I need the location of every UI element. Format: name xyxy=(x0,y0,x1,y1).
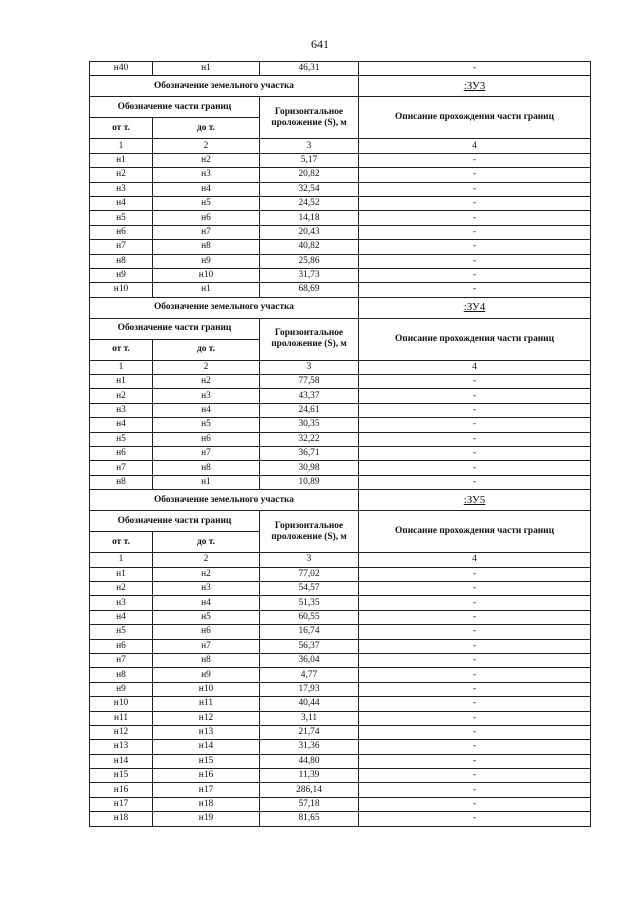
to-point-cell: н9 xyxy=(153,254,260,268)
to-point-cell: н18 xyxy=(153,797,260,811)
from-point-cell: н6 xyxy=(90,447,153,461)
to-point-cell: н2 xyxy=(153,375,260,389)
column-number-cell: 1 xyxy=(90,139,153,153)
length-cell: 40,82 xyxy=(260,240,359,254)
length-cell: 24,61 xyxy=(260,403,359,417)
from-point-cell: н5 xyxy=(90,432,153,446)
to-point-cell: н14 xyxy=(153,740,260,754)
description-cell: - xyxy=(359,754,591,768)
to-header: до т. xyxy=(153,118,260,139)
section-title-label: Обозначение земельного участка xyxy=(90,490,359,511)
from-point-cell: н10 xyxy=(90,283,153,297)
description-cell: - xyxy=(359,432,591,446)
to-point-cell: н12 xyxy=(153,711,260,725)
table-row xyxy=(90,62,591,76)
from-point-cell: н17 xyxy=(90,797,153,811)
length-cell: 17,93 xyxy=(260,682,359,696)
description-cell: - xyxy=(359,475,591,489)
section-title-label: Обозначение земельного участка xyxy=(90,76,359,97)
description-cell: - xyxy=(359,375,591,389)
length-cell: 10,89 xyxy=(260,475,359,489)
description-cell: - xyxy=(359,596,591,610)
from-point-cell: н1 xyxy=(90,567,153,581)
from-point-cell: н40 xyxy=(90,62,153,76)
description-cell: - xyxy=(359,225,591,239)
to-point-cell: н6 xyxy=(153,625,260,639)
from-point-cell: н2 xyxy=(90,581,153,595)
description-header: Описание прохождения части границ xyxy=(359,511,591,553)
description-cell: - xyxy=(359,639,591,653)
length-cell: 31,36 xyxy=(260,740,359,754)
table-row xyxy=(90,625,591,639)
description-cell: - xyxy=(359,797,591,811)
from-point-cell: н13 xyxy=(90,740,153,754)
to-point-cell: н8 xyxy=(153,653,260,667)
description-cell: - xyxy=(359,447,591,461)
to-point-cell: н4 xyxy=(153,596,260,610)
from-point-cell: н11 xyxy=(90,711,153,725)
description-cell: - xyxy=(359,740,591,754)
description-cell: - xyxy=(359,610,591,624)
column-numbers-row xyxy=(90,139,591,153)
from-point-cell: н8 xyxy=(90,254,153,268)
length-cell: 20,43 xyxy=(260,225,359,239)
length-cell: 40,44 xyxy=(260,697,359,711)
description-cell: - xyxy=(359,567,591,581)
from-point-cell: н4 xyxy=(90,196,153,210)
from-point-cell: н9 xyxy=(90,682,153,696)
from-point-cell: н18 xyxy=(90,812,153,826)
description-cell: - xyxy=(359,653,591,667)
table-row xyxy=(90,754,591,768)
table-row xyxy=(90,375,591,389)
length-cell: 30,98 xyxy=(260,461,359,475)
table-row xyxy=(90,668,591,682)
table-row xyxy=(90,268,591,282)
description-cell: - xyxy=(359,403,591,417)
table-row xyxy=(90,211,591,225)
table-row xyxy=(90,447,591,461)
from-point-cell: н14 xyxy=(90,754,153,768)
length-cell: 21,74 xyxy=(260,725,359,739)
from-point-cell: н15 xyxy=(90,769,153,783)
to-point-cell: н2 xyxy=(153,153,260,167)
column-number-cell: 2 xyxy=(153,553,260,567)
section-title-row xyxy=(90,297,591,318)
land-plot-code: :ЗУ3 xyxy=(359,76,591,97)
description-cell: - xyxy=(359,625,591,639)
description-cell: - xyxy=(359,389,591,403)
table-row xyxy=(90,389,591,403)
column-number-cell: 2 xyxy=(153,139,260,153)
from-point-cell: н4 xyxy=(90,610,153,624)
length-cell: 32,54 xyxy=(260,182,359,196)
length-cell: 286,14 xyxy=(260,783,359,797)
length-cell: 43,37 xyxy=(260,389,359,403)
to-point-cell: н6 xyxy=(153,211,260,225)
from-header: от т. xyxy=(90,118,153,139)
header-row xyxy=(90,511,591,532)
to-point-cell: н5 xyxy=(153,418,260,432)
parts-header: Обозначение части границ xyxy=(90,318,260,339)
length-cell: 46,31 xyxy=(260,62,359,76)
length-header: Горизонтальное проложение (S), м xyxy=(260,511,359,553)
description-cell: - xyxy=(359,196,591,210)
to-point-cell: н5 xyxy=(153,196,260,210)
table-row xyxy=(90,153,591,167)
length-cell: 44,80 xyxy=(260,754,359,768)
to-point-cell: н7 xyxy=(153,639,260,653)
from-point-cell: н7 xyxy=(90,240,153,254)
length-cell: 16,74 xyxy=(260,625,359,639)
to-point-cell: н7 xyxy=(153,225,260,239)
column-number-cell: 4 xyxy=(359,360,591,374)
column-number-cell: 3 xyxy=(260,360,359,374)
description-cell: - xyxy=(359,725,591,739)
from-point-cell: н16 xyxy=(90,783,153,797)
length-cell: 51,35 xyxy=(260,596,359,610)
from-point-cell: н8 xyxy=(90,475,153,489)
length-header: Горизонтальное проложение (S), м xyxy=(260,97,359,139)
section-title-row xyxy=(90,76,591,97)
table-row xyxy=(90,797,591,811)
table-row xyxy=(90,769,591,783)
land-plot-code: :ЗУ4 xyxy=(359,297,591,318)
table-row xyxy=(90,783,591,797)
table-row xyxy=(90,254,591,268)
from-point-cell: н9 xyxy=(90,268,153,282)
description-header: Описание прохождения части границ xyxy=(359,97,591,139)
table-row xyxy=(90,475,591,489)
description-header: Описание прохождения части границ xyxy=(359,318,591,360)
to-point-cell: н10 xyxy=(153,682,260,696)
column-number-cell: 4 xyxy=(359,139,591,153)
to-point-cell: н3 xyxy=(153,581,260,595)
description-cell: - xyxy=(359,268,591,282)
from-point-cell: н3 xyxy=(90,596,153,610)
to-point-cell: н11 xyxy=(153,697,260,711)
from-point-cell: н3 xyxy=(90,182,153,196)
table-row xyxy=(90,168,591,182)
header-row xyxy=(90,97,591,118)
land-plot-code: :ЗУ5 xyxy=(359,490,591,511)
description-cell: - xyxy=(359,418,591,432)
table-row xyxy=(90,225,591,239)
description-cell: - xyxy=(359,182,591,196)
description-cell: - xyxy=(359,211,591,225)
length-cell: 14,18 xyxy=(260,211,359,225)
description-cell: - xyxy=(359,812,591,826)
length-cell: 20,82 xyxy=(260,168,359,182)
table-row xyxy=(90,418,591,432)
from-point-cell: н12 xyxy=(90,725,153,739)
from-point-cell: н10 xyxy=(90,697,153,711)
to-point-cell: н8 xyxy=(153,461,260,475)
to-point-cell: н3 xyxy=(153,168,260,182)
from-point-cell: н3 xyxy=(90,403,153,417)
parts-header: Обозначение части границ xyxy=(90,97,260,118)
table-row xyxy=(90,711,591,725)
from-point-cell: н5 xyxy=(90,211,153,225)
description-cell: - xyxy=(359,168,591,182)
page-number: 641 xyxy=(311,37,329,51)
to-point-cell: н2 xyxy=(153,567,260,581)
table-row xyxy=(90,403,591,417)
to-point-cell: н19 xyxy=(153,812,260,826)
header-row xyxy=(90,318,591,339)
length-cell: 54,57 xyxy=(260,581,359,595)
length-cell: 77,58 xyxy=(260,375,359,389)
description-cell: - xyxy=(359,153,591,167)
length-cell: 56,37 xyxy=(260,639,359,653)
to-point-cell: н8 xyxy=(153,240,260,254)
to-point-cell: н6 xyxy=(153,432,260,446)
from-point-cell: н7 xyxy=(90,461,153,475)
to-point-cell: н10 xyxy=(153,268,260,282)
from-point-cell: н4 xyxy=(90,418,153,432)
table-row xyxy=(90,240,591,254)
length-cell: 32,22 xyxy=(260,432,359,446)
length-cell: 77,02 xyxy=(260,567,359,581)
to-point-cell: н13 xyxy=(153,725,260,739)
table-row xyxy=(90,196,591,210)
section-title-row xyxy=(90,490,591,511)
length-cell: 36,04 xyxy=(260,653,359,667)
table-row xyxy=(90,812,591,826)
length-cell: 25,86 xyxy=(260,254,359,268)
parts-header: Обозначение части границ xyxy=(90,511,260,532)
table-row xyxy=(90,682,591,696)
to-point-cell: н5 xyxy=(153,610,260,624)
column-numbers-row xyxy=(90,553,591,567)
table-row xyxy=(90,432,591,446)
description-cell: - xyxy=(359,283,591,297)
from-point-cell: н2 xyxy=(90,168,153,182)
column-number-cell: 1 xyxy=(90,553,153,567)
from-point-cell: н5 xyxy=(90,625,153,639)
length-cell: 11,39 xyxy=(260,769,359,783)
table-row xyxy=(90,567,591,581)
length-cell: 5,17 xyxy=(260,153,359,167)
length-cell: 36,71 xyxy=(260,447,359,461)
to-point-cell: н9 xyxy=(153,668,260,682)
length-header: Горизонтальное проложение (S), м xyxy=(260,318,359,360)
column-numbers-row xyxy=(90,360,591,374)
from-header: от т. xyxy=(90,339,153,360)
from-header: от т. xyxy=(90,532,153,553)
description-cell: - xyxy=(359,697,591,711)
description-cell: - xyxy=(359,581,591,595)
column-number-cell: 4 xyxy=(359,553,591,567)
length-cell: 57,18 xyxy=(260,797,359,811)
to-point-cell: н1 xyxy=(153,62,260,76)
description-cell: - xyxy=(359,769,591,783)
column-number-cell: 3 xyxy=(260,139,359,153)
to-point-cell: н15 xyxy=(153,754,260,768)
description-cell: - xyxy=(359,62,591,76)
table-row xyxy=(90,581,591,595)
length-cell: 30,35 xyxy=(260,418,359,432)
length-cell: 31,73 xyxy=(260,268,359,282)
table-row xyxy=(90,182,591,196)
length-cell: 3,11 xyxy=(260,711,359,725)
from-point-cell: н7 xyxy=(90,653,153,667)
length-cell: 81,65 xyxy=(260,812,359,826)
table-row xyxy=(90,653,591,667)
table-row xyxy=(90,639,591,653)
description-cell: - xyxy=(359,682,591,696)
to-point-cell: н17 xyxy=(153,783,260,797)
table-row xyxy=(90,283,591,297)
table-row xyxy=(90,697,591,711)
to-point-cell: н16 xyxy=(153,769,260,783)
table-row xyxy=(90,610,591,624)
to-header: до т. xyxy=(153,339,260,360)
from-point-cell: н1 xyxy=(90,375,153,389)
description-cell: - xyxy=(359,668,591,682)
length-cell: 60,55 xyxy=(260,610,359,624)
from-point-cell: н2 xyxy=(90,389,153,403)
boundary-table xyxy=(89,61,591,827)
description-cell: - xyxy=(359,461,591,475)
boundary-table-body xyxy=(90,62,591,827)
length-cell: 68,69 xyxy=(260,283,359,297)
length-cell: 24,52 xyxy=(260,196,359,210)
section-title-label: Обозначение земельного участка xyxy=(90,297,359,318)
table-row xyxy=(90,725,591,739)
table-row xyxy=(90,740,591,754)
table-row xyxy=(90,596,591,610)
to-header: до т. xyxy=(153,532,260,553)
from-point-cell: н8 xyxy=(90,668,153,682)
table-row xyxy=(90,461,591,475)
to-point-cell: н1 xyxy=(153,475,260,489)
from-point-cell: н6 xyxy=(90,639,153,653)
to-point-cell: н4 xyxy=(153,403,260,417)
column-number-cell: 2 xyxy=(153,360,260,374)
to-point-cell: н7 xyxy=(153,447,260,461)
to-point-cell: н1 xyxy=(153,283,260,297)
description-cell: - xyxy=(359,711,591,725)
column-number-cell: 1 xyxy=(90,360,153,374)
description-cell: - xyxy=(359,254,591,268)
description-cell: - xyxy=(359,783,591,797)
column-number-cell: 3 xyxy=(260,553,359,567)
description-cell: - xyxy=(359,240,591,254)
from-point-cell: н1 xyxy=(90,153,153,167)
from-point-cell: н6 xyxy=(90,225,153,239)
to-point-cell: н3 xyxy=(153,389,260,403)
to-point-cell: н4 xyxy=(153,182,260,196)
length-cell: 4,77 xyxy=(260,668,359,682)
